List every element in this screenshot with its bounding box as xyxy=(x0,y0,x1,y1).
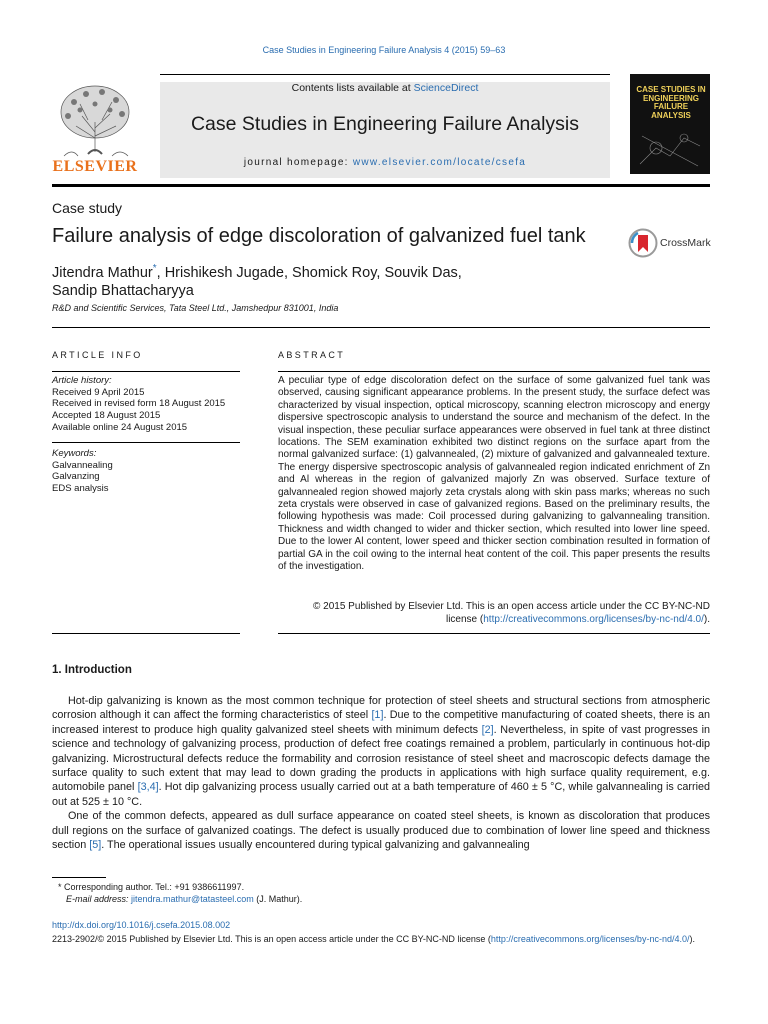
paragraph xyxy=(52,694,710,809)
crossmark-icon xyxy=(628,228,658,258)
license-link[interactable]: http://creativecommons.org/licenses/by-nc-nd/4.0/ xyxy=(483,614,704,625)
journal-title: Case Studies in Engineering Failure Analysis xyxy=(190,113,580,135)
history-label: Article history: xyxy=(52,375,112,386)
crossmark-label: CrossMark xyxy=(660,237,711,249)
abstract-rule xyxy=(278,371,710,372)
corresponding-author-marker[interactable]: * xyxy=(152,263,157,274)
paragraph-text: . Hot dip galvanizing process usually carried out at a bath temperature of 460 ± 5 °C, while galvannealing is carried out at 525 ± 10 °C. xyxy=(52,781,710,808)
article-type: Case study xyxy=(52,200,123,216)
crossmark-badge[interactable] xyxy=(628,228,712,258)
article-info-rule xyxy=(52,371,240,372)
keywords xyxy=(52,448,113,495)
paragraph-text: One of the common defects, appeared as dull surface appearance on coated steel sheets, is known as discoloration that produces dull regions on the surface of galvanized coatings. The defect is usually produced due to combination of lower line speed and thickness section xyxy=(52,810,710,852)
author-list xyxy=(52,260,612,300)
copyright-license-link[interactable]: http://creativecommons.org/licenses/by-nc-nd/4.0/ xyxy=(490,934,690,944)
paragraph-text: Hot-dip galvanizing is known as the most common technique for protection of steel sheets and structural sections from atmospheric corrosion although it can affect the forming characteristics of steel xyxy=(52,695,710,722)
author-names: , Hrishikesh Jugade, Shomick Roy, Souvik Das, xyxy=(156,264,462,281)
abstract-heading: ABSTRACT xyxy=(278,350,346,360)
cover-graphic xyxy=(636,128,704,168)
article-info-bottom-rule xyxy=(52,633,240,634)
history-item: Accepted 18 August 2015 xyxy=(52,410,161,422)
copyright-prefix: 2213-2902/© 2015 Published by Elsevier Ltd. This is an open access article under the CC BY-NC-ND license ( xyxy=(52,934,491,944)
keywords-rule xyxy=(52,442,240,443)
elsevier-wordmark: ELSEVIER xyxy=(52,158,138,175)
header-thick-rule xyxy=(52,184,710,187)
license-prefix: license ( xyxy=(445,614,484,625)
paragraph-text: . Due to the competitive manufacturing of coated sheets, there is an increased interest to produce high quality galvanized steel sheets with minimum defects xyxy=(52,709,710,736)
abstract-text: A peculiar type of edge discoloration defect on the surface of some galvanized fuel tank was observed, causing significant appearance problems. In the present study, the surface defect was characterized by visual inspection, optical microscopy, scanning electron microscopy and energy dispersive spectroscopic analysis to understand the source and mechanism of the defect. In the visual inspection, these peculiar surface appearances were observed in fuel tank at three distinct locations. The SEM examination exhibited two distinct regions on the surface apart from the normal galvanized surface: (1) galvannealed, (2) mixture of galvanized and galvannealed texture. The energy dispersive spectroscopic analysis of galvannealed region indicated enrichment of Zn and Al whereas in the region of galvanized majorly Zn was observed. Surface texture of galvannealed region showed majorly zeta crystals along with skin pass marks; whereas no such zeta crystals were observed in case of galvanized regions. Based on the preliminary results, the following hypothesis was made: Coil processed during galvanizing to galvannealing transition. Thickness and width changed to wider and thicker section, which resulted into lower line speed. Due to the lower Al content, lower speed and thicker section combination resulted in formation of partial GA in the coil owing to the internal heat content of the coil. This paper presents the results of the investigation. xyxy=(278,375,710,573)
keywords-label: Keywords: xyxy=(52,448,97,459)
doi-link[interactable]: http://dx.doi.org/10.1016/j.csefa.2015.08.002 xyxy=(52,920,231,930)
abstract-license xyxy=(278,600,710,626)
journal-homepage xyxy=(160,157,610,168)
section-heading-introduction: 1. Introduction xyxy=(52,664,132,676)
keyword-item: EDS analysis xyxy=(52,483,109,495)
email-label: E-mail address: xyxy=(66,893,132,904)
history-item: Available online 24 August 2015 xyxy=(52,421,188,433)
corresponding-author-note: Corresponding author. Tel.: +91 9386611997. xyxy=(61,882,245,892)
contents-prefix: Contents lists available at xyxy=(291,82,414,94)
paragraph-text: . Nevertheless, in spite of vast progresses in science and technology of galvanizing process, production of defect free coatings remained a problem, particularly in continuous hot-dip galvanizing. Microstructural defects reduce the formability and corrosion resistance of steel sheet and macroscopic defects damage the surface quality to such extent that may lead to down grading the products in applications with high surface quality requirement, e.g. automobile panel xyxy=(52,723,710,794)
affiliation: R&D and Scientific Services, Tata Steel Ltd., Jamshedpur 831001, India xyxy=(52,303,339,313)
footnote-marker: * xyxy=(58,882,62,892)
paragraph-text: . The operational issues usually encountered during typical galvanizing and galvannealing xyxy=(101,839,530,852)
copyright-suffix: ). xyxy=(689,934,695,944)
article-info-heading: ARTICLE INFO xyxy=(52,350,143,360)
article-history xyxy=(52,375,225,434)
journal-cover-title: CASE STUDIES IN ENGINEERING FAILURE ANALYSIS xyxy=(636,85,706,120)
history-item: Received 9 April 2015 xyxy=(52,386,145,398)
introduction-body xyxy=(52,694,710,852)
banner-top-rule xyxy=(160,74,610,75)
email-link[interactable]: jitendra.mathur@tatasteel.com xyxy=(131,893,254,904)
homepage-prefix: journal homepage: xyxy=(243,157,353,168)
footnote xyxy=(52,882,302,905)
citation-link[interactable]: [3,4] xyxy=(137,781,159,794)
journal-reference[interactable]: Case Studies in Engineering Failure Analysis 4 (2015) 59–63 xyxy=(262,45,506,55)
contents-line xyxy=(160,82,610,94)
author-names-line2: Sandip Bhattacharyya xyxy=(52,282,194,299)
license-line: © 2015 Published by Elsevier Ltd. This is an open access article under the CC BY-NC-ND xyxy=(312,601,710,612)
author-name[interactable]: Jitendra Mathur xyxy=(52,264,153,281)
homepage-link[interactable]: www.elsevier.com/locate/csefa xyxy=(352,157,527,168)
email-suffix: (J. Mathur). xyxy=(253,893,303,904)
citation-link[interactable]: [2] xyxy=(481,723,494,736)
history-item: Received in revised form 18 August 2015 xyxy=(52,398,226,410)
paragraph xyxy=(52,809,710,852)
citation-link[interactable]: [5] xyxy=(89,839,102,852)
copyright-notice xyxy=(52,934,712,946)
affiliation-rule xyxy=(52,327,710,328)
keyword-item: Galvannealing xyxy=(52,459,113,471)
sciencedirect-link[interactable]: ScienceDirect xyxy=(413,82,479,94)
keyword-item: Galvanzing xyxy=(52,471,100,483)
article-title: Failure analysis of edge discoloration of galvanized fuel tank xyxy=(52,225,586,247)
citation-link[interactable]: [1] xyxy=(371,709,384,722)
license-suffix: ). xyxy=(703,614,710,625)
footnote-rule xyxy=(52,877,106,878)
abstract-bottom-rule xyxy=(278,633,710,634)
